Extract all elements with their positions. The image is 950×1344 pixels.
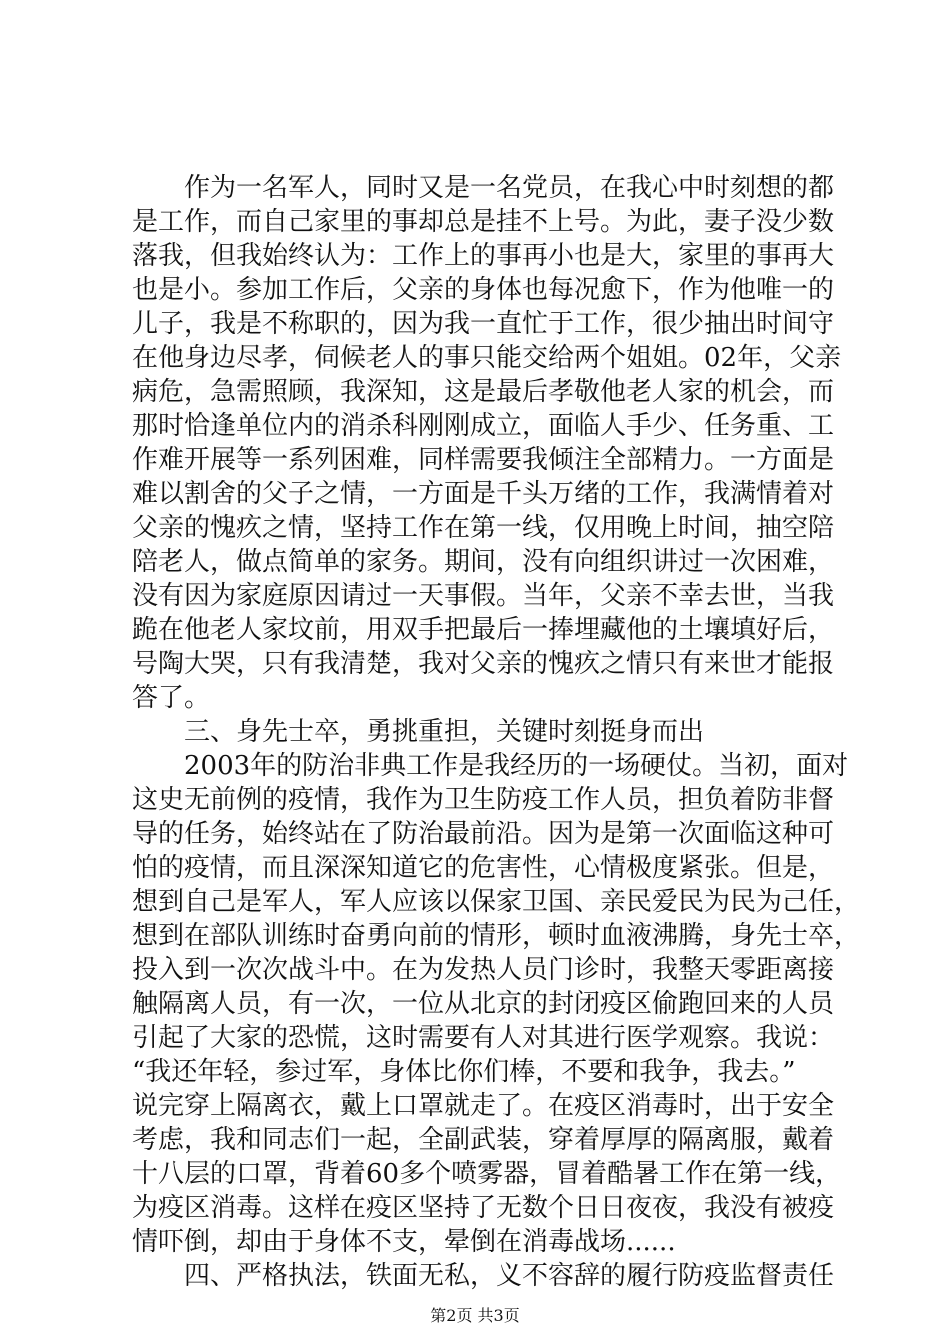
paragraph-line: 号陶大哭，只有我清楚，我对父亲的愧疚之情只有来世才能报 — [132, 649, 835, 679]
page-footer: 第2页 共3页 — [430, 1306, 520, 1325]
paragraph-line: 说完穿上隔离衣，戴上口罩就走了。在疫区消毒时，出于安全 — [132, 1091, 835, 1121]
paragraph-line: 难以割舍的父子之情，一方面是千头万绪的工作，我满情着对 — [132, 479, 835, 509]
paragraph-line: 落我，但我始终认为：工作上的事再小也是大，家里的事再大 — [132, 241, 835, 271]
paragraph-line: 父亲的愧疚之情，坚持工作在第一线，仅用晚上时间，抽空陪 — [132, 513, 835, 543]
paragraph-line: 引起了大家的恐慌，这时需要有人对其进行医学观察。我说： — [132, 1023, 835, 1053]
paragraph-line: 作难开展等一系列困难，同样需要我倾注全部精力。一方面是 — [132, 445, 835, 475]
section-heading: 四、严格执法，铁面无私，义不容辞的履行防疫监督责任 — [184, 1261, 835, 1291]
paragraph-line: 在他身边尽孝，伺候老人的事只能交给两个姐姐。02年，父亲 — [132, 343, 842, 373]
paragraph-line: 答了。 — [132, 683, 211, 713]
paragraph-line: 想到在部队训练时奋勇向前的情形，顿时血液沸腾，身先士卒， — [132, 921, 861, 951]
paragraph-line: 是工作，而自己家里的事却总是挂不上号。为此，妻子没少数 — [132, 207, 835, 237]
paragraph-line: 导的任务，始终站在了防治最前沿。因为是第一次面临这种可 — [132, 819, 835, 849]
paragraph-line: 这史无前例的疫情，我作为卫生防疫工作人员，担负着防非督 — [132, 785, 835, 815]
paragraph-line: 陪老人，做点简单的家务。期间，没有向组织讲过一次困难， — [132, 547, 835, 577]
paragraph-line: 跪在他老人家坟前，用双手把最后一捧埋藏他的土壤填好后， — [132, 615, 835, 645]
paragraph-line: 为疫区消毒。这样在疫区坚持了无数个日日夜夜，我没有被疫 — [132, 1193, 835, 1223]
paragraph-line: 考虑，我和同志们一起，全副武装，穿着厚厚的隔离服，戴着 — [132, 1125, 835, 1155]
paragraph-line: 想到自己是军人，军人应该以保家卫国、亲民爱民为民为己任， — [132, 887, 861, 917]
paragraph-line: 怕的疫情，而且深深知道它的危害性，心情极度紧张。但是， — [132, 853, 835, 883]
paragraph-line: 情吓倒，却由于身体不支，晕倒在消毒战场...... — [132, 1227, 676, 1257]
paragraph-line: 2003年的防治非典工作是我经历的一场硬仗。当初，面对 — [184, 751, 849, 781]
paragraph-line: 儿子，我是不称职的，因为我一直忙于工作，很少抽出时间守 — [132, 309, 835, 339]
paragraph-line: “我还年轻，参过军，身体比你们棒，不要和我争，我去。” — [132, 1057, 796, 1087]
paragraph-line: 病危，急需照顾，我深知，这是最后孝敬他老人家的机会，而 — [132, 377, 835, 407]
paragraph-line: 没有因为家庭原因请过一天事假。当年，父亲不幸去世，当我 — [132, 581, 835, 611]
paragraph-line: 十八层的口罩，背着60多个喷雾器，冒着酷暑工作在第一线， — [132, 1159, 842, 1189]
paragraph-line: 也是小。参加工作后，父亲的身体也每况愈下，作为他唯一的 — [132, 275, 835, 305]
paragraph-line: 那时恰逢单位内的消杀科刚刚成立，面临人手少、任务重、工 — [132, 411, 835, 441]
paragraph-line: 作为一名军人，同时又是一名党员，在我心中时刻想的都 — [184, 173, 835, 203]
paragraph-line: 投入到一次次战斗中。在为发热人员门诊时，我整天零距离接 — [132, 955, 835, 985]
section-heading: 三、身先士卒，勇挑重担，关键时刻挺身而出 — [184, 717, 705, 747]
paragraph-line: 触隔离人员，有一次，一位从北京的封闭疫区偷跑回来的人员 — [132, 989, 835, 1019]
